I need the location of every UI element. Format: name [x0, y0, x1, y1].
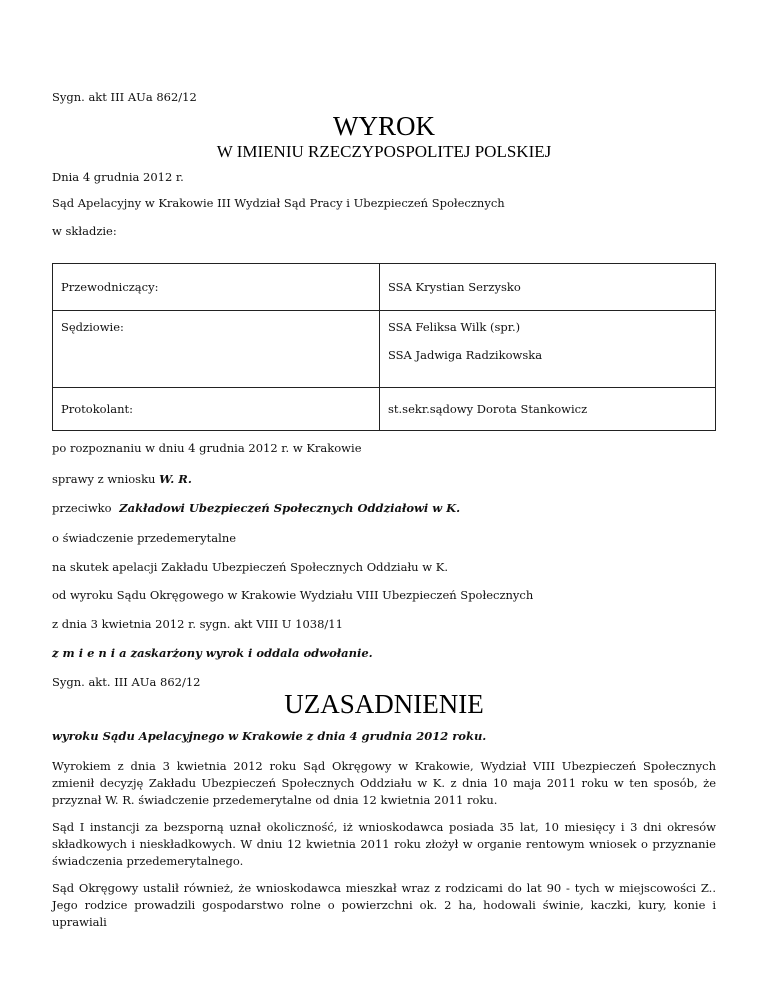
chair-value: SSA Krystian Serzysko [388, 280, 521, 294]
verdict-title: WYROK [333, 111, 435, 141]
subject-line: o świadczenie przedemerytalne [52, 531, 237, 545]
justification-subtitle: wyroku Sądu Apelacyjnego w Krakowie z dnia 4 grudnia 2012 roku. [52, 729, 487, 743]
respondent-name: Zakładowi Ubezpieczeń Społecznych Oddziałowi w K. [119, 501, 461, 515]
case-signature-top: Sygn. akt III AUa 862/12 [52, 90, 197, 104]
judges-label: Sędziowie: [61, 320, 124, 334]
verdict-line: z m i e n i a zaskarżony wyrok i oddala odwołanie. [52, 646, 373, 660]
judge-2: SSA Jadwiga Radzikowska [388, 348, 543, 362]
table-row [53, 264, 716, 311]
clerk-value: st.sekr.sądowy Dorota Stankowicz [388, 402, 588, 416]
verdict-subtitle: W IMIENIU RZECZYPOSPOLITEJ POLSKIEJ [216, 142, 552, 161]
court-line: Sąd Apelacyjny w Krakowie III Wydział Sąd Pracy i Ubezpieczeń Społecznych [52, 196, 505, 210]
chair-label: Przewodniczący: [61, 280, 159, 294]
paragraph-1: Wyrokiem z dnia 3 kwietnia 2012 roku Sąd Okręgowy w Krakowie, Wydział VIII Ubezpieczeń Społecznych zmienił decyzję Zakładu Ubezpieczeń Społecznych Oddziału w K. z dnia 10 maja 2011 roku w ten sposób, że przyznał W. R. świadczenie przedemerytalne od dnia 12 kwietnia 2011 roku. [52, 759, 716, 807]
paragraph-2: Sąd I instancji za bezsporną uznał okoliczność, iż wnioskodawca posiada 35 lat, 10 miesięcy i 3 dni okresów składkowych i nieskładkowych. W dniu 12 kwietnia 2011 roku złożył w organie rentowym wniosek o przyznanie świadczenia przedemerytalnego. [52, 820, 716, 868]
appeal-line: na skutek apelacji Zakładu Ubezpieczeń Społecznych Oddziału w K. [52, 560, 448, 574]
paragraph-3: Sąd Okręgowy ustalił również, że wnioskodawca mieszkał wraz z rodzicami do lat 90 - tych w miejscowości Z.. Jego rodzice prowadzili gospodarstwo rolne o powierzchni ok. 2 ha, hodowali świnie, kaczki, kury, konie i uprawiali [52, 881, 716, 929]
judgment-source-line: od wyroku Sądu Okręgowego w Krakowie Wydziału VIII Ubezpieczeń Społecznych [52, 588, 534, 602]
court-panel-table [52, 263, 716, 431]
table-row [53, 388, 716, 431]
justification-title: UZASADNIENIE [284, 689, 484, 719]
clerk-label: Protokolant: [61, 402, 134, 416]
judgment-date-line: z dnia 3 kwietnia 2012 r. sygn. akt VIII U 1038/11 [52, 617, 343, 631]
applicant-line: sprawy z wniosku W. R. [52, 472, 192, 486]
date-line: Dnia 4 grudnia 2012 r. [52, 170, 184, 184]
case-signature-bottom: Sygn. akt. III AUa 862/12 [52, 675, 201, 689]
table-row [53, 311, 716, 388]
hearing-line: po rozpoznaniu w dniu 4 grudnia 2012 r. w Krakowie [52, 441, 362, 455]
applicant-name: W. R. [159, 472, 192, 486]
composition-label: w składzie: [52, 224, 117, 238]
respondent-line: przeciwko Zakładowi Ubezpieczeń Społecznych Oddziałowi w K. [52, 501, 461, 515]
judge-1: SSA Feliksa Wilk (spr.) [388, 320, 521, 334]
